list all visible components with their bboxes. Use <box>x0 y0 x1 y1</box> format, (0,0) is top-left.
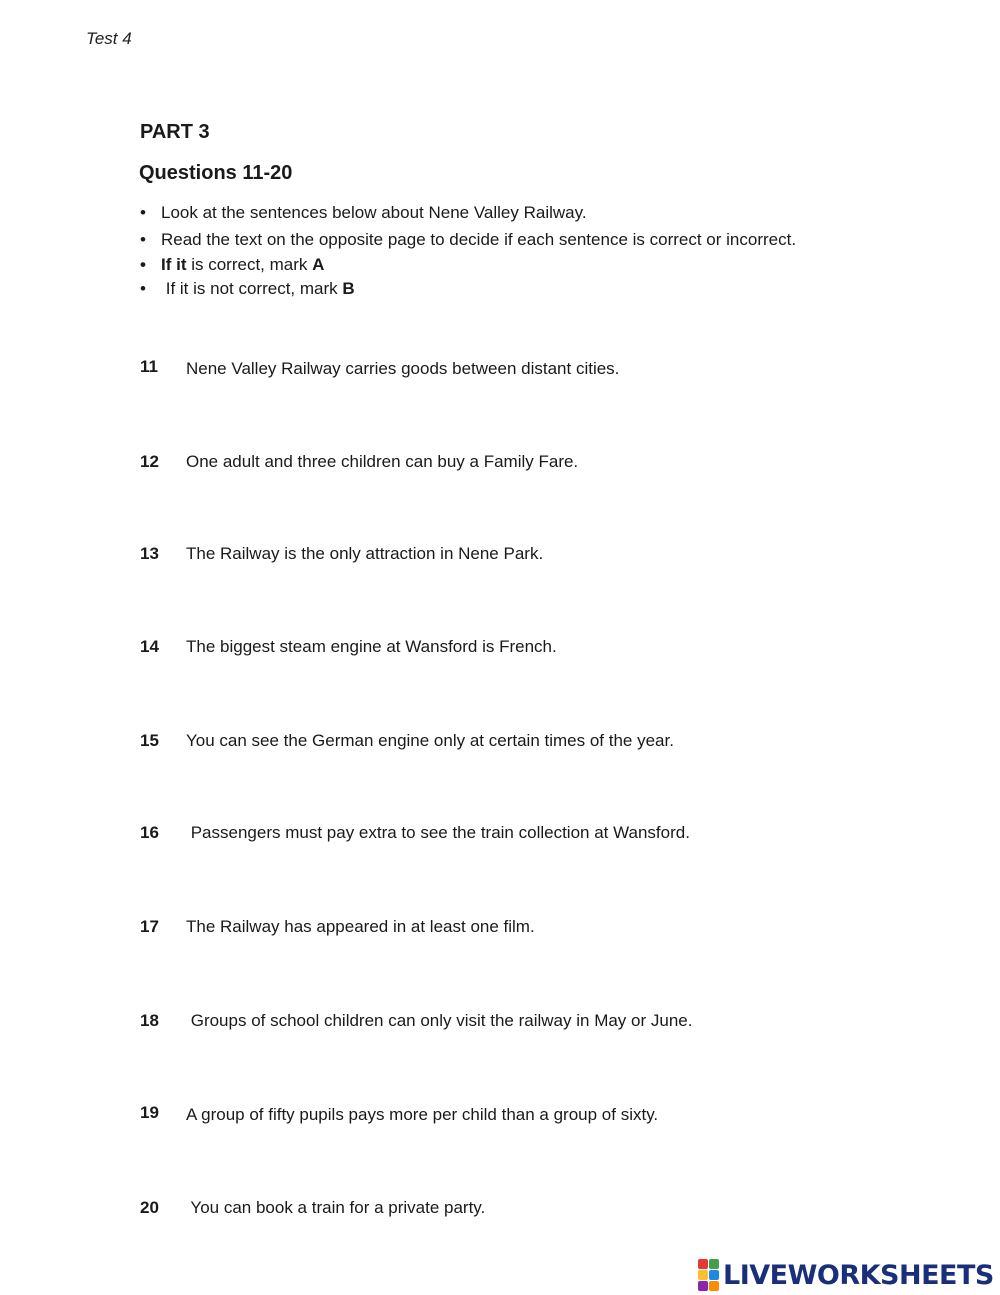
question-text: Passengers must pay extra to see the train collection at Wansford. <box>186 823 690 842</box>
question-text: The biggest steam engine at Wansford is French. <box>186 637 557 656</box>
question-text: A group of fifty pupils pays more per child than a group of sixty. <box>186 1105 659 1124</box>
question-text: Nene Valley Railway carries goods between distant cities. <box>186 359 620 378</box>
question-number: 20 <box>140 1198 159 1217</box>
instruction-text: Read the text on the opposite page to decide if each sentence is correct or incorrect. <box>161 230 797 249</box>
logo-block <box>698 1270 708 1280</box>
question-text: The Railway is the only attraction in Nene Park. <box>186 544 544 563</box>
question-text: You can book a train for a private party. <box>186 1198 486 1217</box>
test-label: Test 4 <box>86 29 132 48</box>
logo-block <box>698 1259 708 1269</box>
part-title: PART 3 <box>140 121 210 143</box>
question-number: 15 <box>140 731 159 750</box>
liveworksheets-logo <box>698 1259 994 1291</box>
bullet-icon: • <box>140 279 146 298</box>
question-number: 16 <box>140 823 159 842</box>
question-number: 14 <box>140 637 159 656</box>
answer-letter-b: B <box>342 279 355 298</box>
question-number: 19 <box>140 1103 159 1122</box>
instruction-item <box>140 230 796 250</box>
question-number: 12 <box>140 452 159 471</box>
logo-block <box>698 1281 708 1291</box>
bullet-icon: • <box>140 255 146 274</box>
instruction-text: Look at the sentences below about Nene Valley Railway. <box>161 203 587 222</box>
answer-letter-a: A <box>312 255 325 274</box>
questions-range-heading: Questions 11-20 <box>139 162 293 184</box>
logo-block <box>709 1259 719 1269</box>
question-number: 11 <box>140 357 158 376</box>
bullet-icon: • <box>140 203 146 222</box>
instruction-item <box>140 203 587 223</box>
question-number: 17 <box>140 917 159 936</box>
question-text: One adult and three children can buy a Family Fare. <box>186 452 579 471</box>
bullet-icon: • <box>140 230 146 249</box>
logo-block <box>709 1281 719 1291</box>
question-text: Groups of school children can only visit the railway in May or June. <box>186 1011 693 1030</box>
logo-block <box>709 1270 719 1280</box>
question-text: You can see the German engine only at certain times of the year. <box>186 731 674 750</box>
logo-text: LIVEWORKSHEETS <box>723 1259 994 1291</box>
instruction-item <box>140 255 324 275</box>
instruction-item <box>140 279 355 299</box>
instruction-bold: If it <box>161 255 187 274</box>
question-number: 18 <box>140 1011 159 1030</box>
instruction-text: If it is not correct, mark <box>161 279 343 298</box>
question-number: 13 <box>140 544 159 563</box>
instruction-text: is correct, mark <box>186 255 313 274</box>
question-text: The Railway has appeared in at least one film. <box>186 917 535 936</box>
logo-blocks-icon <box>698 1259 719 1291</box>
